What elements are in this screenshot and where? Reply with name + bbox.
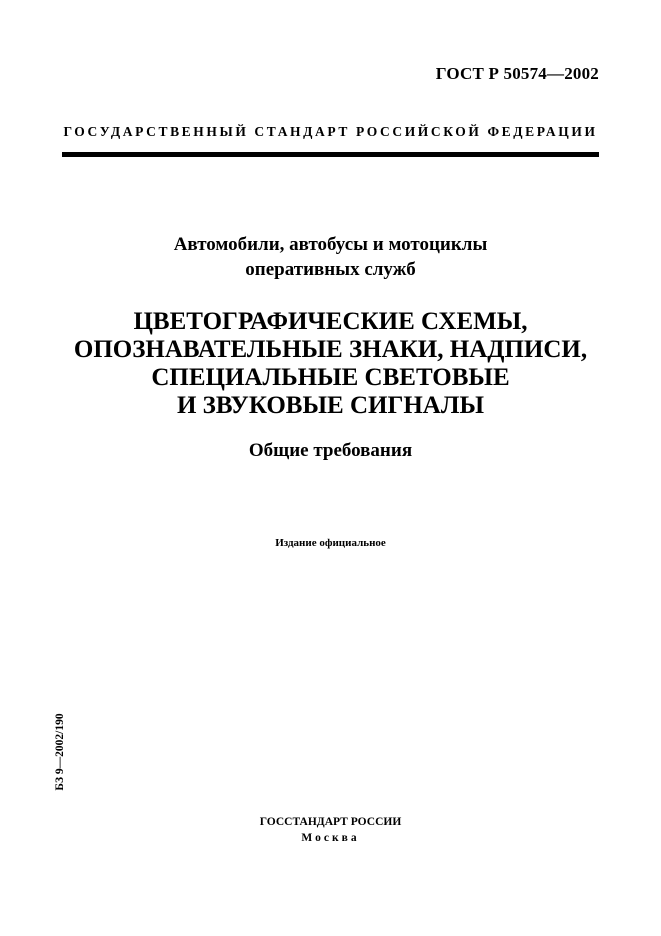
title-line-2: ОПОЗНАВАТЕЛЬНЫЕ ЗНАКИ, НАДПИСИ, [73, 336, 588, 363]
side-code: БЗ 9—2002/190 [54, 713, 66, 791]
title-line-3: СПЕЦИАЛЬНЫЕ СВЕТОВЫЕ [151, 364, 510, 391]
subject-heading [62, 232, 599, 282]
subject-line-1: Автомобили, автобусы и мотоциклы [173, 234, 488, 255]
publisher-city: Москва [301, 832, 360, 844]
state-standard-heading: ГОСУДАРСТВЕННЫЙ СТАНДАРТ РОССИЙСКОЙ ФЕДЕРАЦИИ [63, 124, 598, 139]
title-line-1: ЦВЕТОГРАФИЧЕСКИЕ СХЕМЫ, [133, 308, 528, 335]
header-rule [62, 152, 599, 157]
publisher [62, 814, 599, 846]
document-title [62, 308, 599, 420]
publisher-name: ГОССТАНДАРТ РОССИИ [259, 816, 402, 828]
edition-note: Издание официальное [275, 537, 386, 549]
title-line-4: И ЗВУКОВЫЕ СИГНАЛЫ [176, 392, 485, 419]
general-requirements: Общие требования [248, 440, 413, 461]
subject-line-2: оперативных служб [245, 259, 416, 280]
document-number: ГОСТ Р 50574—2002 [435, 64, 599, 83]
